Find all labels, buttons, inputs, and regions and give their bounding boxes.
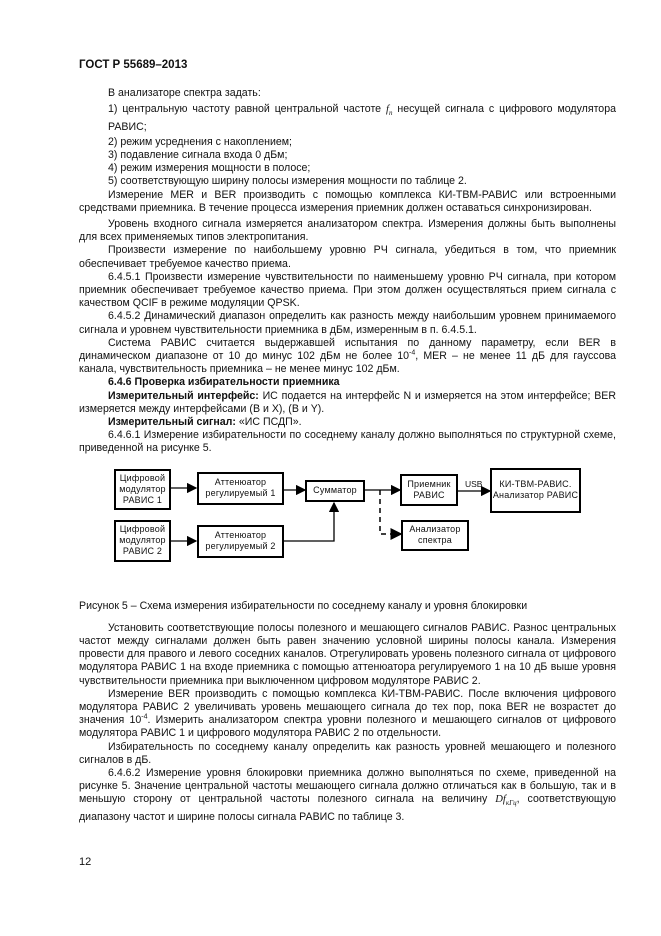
attenuator-2-label: Аттенюатор регулируемый 2 — [205, 530, 276, 552]
formula-subscript: n — [388, 109, 393, 118]
paragraph — [79, 416, 616, 429]
paragraph: Измерение MER и BER производить с помощью комплекса КИ-ТВМ-РАВИС или встроенными средствами приемника. В течение процесса измерения приемник должен оставаться синхронизирован. — [79, 188, 616, 214]
spectrum-analyzer-label: Анализатор спектра — [409, 524, 461, 546]
usb-label: USB — [465, 478, 483, 489]
bold-label: Измерительный интерфейс: — [108, 389, 259, 402]
paragraph — [79, 337, 616, 377]
formula-subscript: кГц — [505, 799, 517, 808]
paragraph: Избирательность по соседнему каналу определить как разность уровней мешающего и полезного сигналов в дБ. — [79, 740, 616, 766]
modulator-2-box — [114, 520, 171, 562]
paragraph — [79, 688, 616, 741]
modulator-1-box — [114, 469, 171, 510]
analyzer-ravis-label: КИ-ТВМ-РАВИС. Анализатор РАВИС — [492, 479, 579, 501]
paragraph — [79, 390, 616, 416]
list-item-text: несущей сигнала с цифрового модулятора РАВИС; — [108, 103, 616, 133]
receiver-box — [400, 474, 458, 506]
text-span: . Измерить анализатором спектра уровни полезного и мешающего сигналов от цифрового модулятора РАВИС 1 и цифрового модулятора РАВИС 2 по отдельности. — [79, 714, 616, 740]
document-header: ГОСТ Р 55689–2013 — [79, 59, 188, 71]
paragraph: Уровень входного сигнала измеряется анализатором спектра. Измерения должны быть выполнены для всех применяемых типов электропитания. — [79, 217, 616, 244]
paragraph: Произвести измерение по наибольшему уровню РЧ сигнала, убедиться в том, что приемник обеспечивает требуемое качество приема. — [79, 244, 616, 270]
list-item: 5) соответствующую ширину полосы измерения мощности по таблице 2. — [108, 175, 467, 188]
text-span: , соответствующую диапазону частот и ширине полосы сигнала РАВИС по таблице 3. — [79, 793, 616, 823]
page-number: 12 — [79, 856, 92, 868]
text-span: ИС подается на интерфейс N и измеряется на этом интерфейсе; BER измеряется между интерфейсами (B и X), (B и Y). — [79, 389, 616, 415]
formula-delta-f — [495, 794, 517, 808]
formula-symbol: Df — [495, 794, 506, 806]
list-item: 4) режим измерения мощности в полосе; — [108, 162, 311, 175]
summator-box — [305, 480, 365, 502]
modulator-2-label: Цифровой модулятор РАВИС 2 — [119, 524, 166, 557]
paragraph: 6.4.5.2 Динамический диапазон определить как разность между наибольшим уровнем принимаемого сигнала и уровнем чувствительности приемника в дБм, измеренным в п. 6.4.5.1. — [79, 310, 616, 336]
section-heading: 6.4.6 Проверка избирательности приемника — [108, 376, 340, 389]
paragraph: В анализаторе спектра задать: — [108, 87, 261, 99]
formula-symbol: f — [386, 104, 389, 116]
list-item — [79, 103, 616, 134]
list-item-text: 1) центральную частоту равной центральной частоте — [108, 103, 386, 116]
attenuator-1-box — [197, 472, 284, 505]
text-span: «ИС ПСДП». — [235, 415, 302, 428]
superscript: -4 — [141, 713, 148, 721]
spectrum-analyzer-box — [401, 520, 469, 551]
text-span: Измерение BER производить с помощью комплекса КИ-ТВМ-РАВИС. После включения цифрового модулятора РАВИС 2 увеличивать уровень мешающего сигнала до тех пор, пока BER не возрастет до значения 10 — [79, 687, 616, 727]
text-span: 6.4.6.2 Измерение уровня блокировки приемника должно выполняться по схеме, приведенной на рисунке 5. Значение центральной частоты мешающего сигнала должно отличаться как в большую, так и в меньшую сторону от центральной частоты полезного сигнала на величину — [79, 767, 616, 806]
receiver-label: Приемник РАВИС — [407, 478, 451, 500]
paragraph — [79, 767, 616, 824]
summator-label: Сумматор — [313, 485, 357, 496]
superscript: -4 — [409, 349, 416, 357]
modulator-1-label: Цифровой модулятор РАВИС 1 — [119, 472, 166, 505]
block-diagram — [79, 463, 616, 598]
paragraph: 6.4.5.1 Произвести измерение чувствительности по наименьшему уровню РЧ сигнала, при котором приемник обеспечивает требуемое качество приема. При этом должен осуществляться прием сигнала с качеством QCIF в режиме модуляции QPSK. — [79, 270, 616, 310]
attenuator-2-box — [197, 525, 284, 558]
bold-label: Измерительный сигнал: — [108, 415, 236, 428]
attenuator-1-label: Аттенюатор регулируемый 1 — [205, 477, 276, 499]
paragraph: 6.4.6.1 Измерение избирательности по соседнему каналу должно выполняться по структурной схеме, приведенной на рисунке 5. — [79, 429, 616, 455]
figure-caption: Рисунок 5 – Схема измерения избирательности по соседнему каналу и уровня блокировки — [79, 599, 528, 612]
list-item: 2) режим усреднения с накоплением; — [108, 135, 292, 148]
list-item: 3) подавление сигнала входа 0 дБм; — [108, 148, 288, 161]
page-content — [79, 87, 616, 824]
arrow-dashed-sa — [380, 490, 401, 534]
paragraph: Установить соответствующие полосы полезного и мешающего сигналов РАВИС. Разнос центральных частот между сигналами должен быть равен значению условной ширины полосы канала. Измерения провести для правого и левого соседних каналов. Отрегулировать уровень полезного сигнала от цифрового модулятора РАВИС 1 на входе приемника с помощью аттенюатора регулируемого 1 на 10 дБ выше уровня чувствительности приемника при выключенном цифровом модуляторе РАВИС 2. — [79, 621, 616, 687]
arrow-att2-sum — [283, 503, 334, 541]
analyzer-ravis-box — [490, 468, 581, 513]
text-span: Система РАВИС считается выдержавшей испытания по данному параметру, если BER в динамическом диапазоне от 10 до минус 102 дБм не более 10 — [79, 336, 616, 362]
text-span: , MER – не менее 11 дБ для гауссова канала, чувствительность приемника – не менее минус 102 дБм. — [79, 349, 616, 376]
